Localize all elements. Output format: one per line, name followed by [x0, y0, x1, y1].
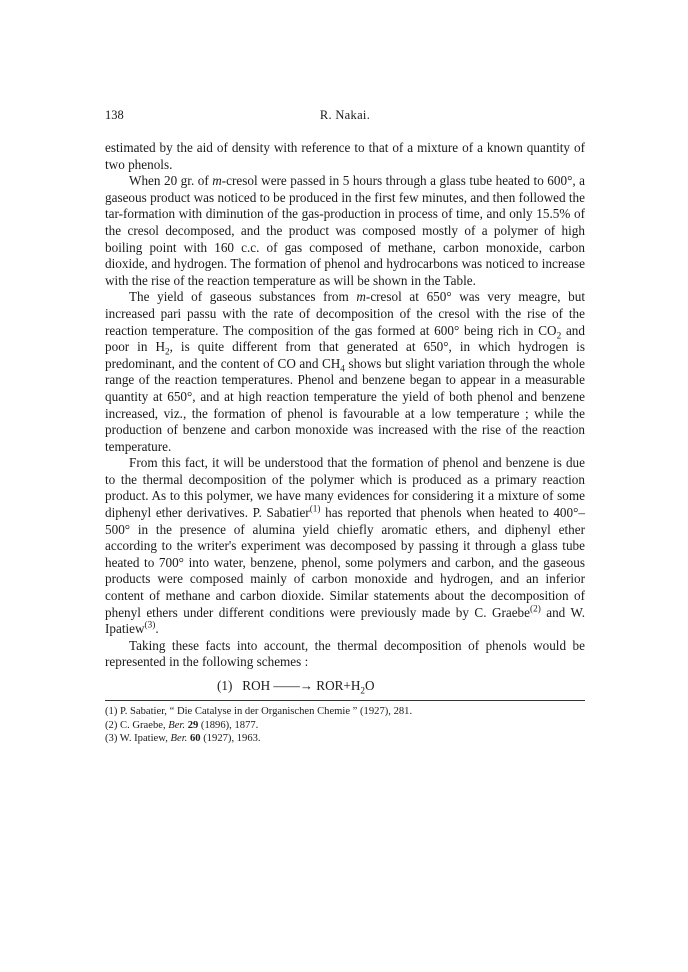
text-segment: (1927), 1963.	[200, 733, 261, 745]
text-segment: (3)	[144, 619, 156, 630]
text-segment: m	[212, 173, 222, 189]
footnote	[105, 705, 585, 719]
paragraph	[105, 455, 585, 638]
text-segment: When 20 gr. of	[129, 173, 213, 189]
text-segment: From this fact, it will be understood that the formation of phenol and benzene is due to the thermal decomposition of the polymer which is produced as a primary reaction product. As to this polymer, we have many evidences for considering it a mixture of some diphenyl ether derivatives. P. Sabatier	[105, 455, 585, 521]
text-segment: -cresol were passed in 5 hours through a glass tube heated to 600°, a gaseous product was noticed to be produced in the first few minutes, and then followed the tar-formation with diminution of the gas-production in process of time, and only 15.5% of the cresol decomposed, and the product was composed mostly of a polymer of high boiling point with 160 c.c. of gas composed of methane, carbon monoxide, carbon dioxide, and hydrogen. The formation of phenol and hydrocarbons was noticed to increase with the rise of the reaction temperature as will be shown in the Table.	[105, 173, 585, 288]
footnote-divider	[105, 700, 585, 701]
text-segment: , is quite different from that generated at 650°, in which hydrogen is predominant, and the content of CO and CH	[105, 339, 585, 371]
paragraph	[105, 173, 585, 289]
text-segment: 2	[164, 346, 170, 357]
page	[105, 108, 585, 746]
page-header	[105, 108, 585, 130]
text-segment: (2)	[530, 603, 541, 614]
text-segment: estimated by the aid of density with reference to that of a mixture of a known quantity of two phenols.	[105, 140, 585, 172]
text-segment: (1)	[309, 503, 321, 514]
equation-lhs: ROH	[242, 678, 271, 693]
text-segment: The yield of gaseous substances from	[129, 289, 357, 305]
page-number: 138	[105, 108, 124, 122]
text-segment: (1896), 1877.	[198, 719, 259, 731]
text-segment: .	[155, 621, 159, 637]
text-segment: shows but slight variation through the whole range of the reaction temperatures. Phenol and benzene began to appear in a measurable quantity at 650°, and at high reaction temperature the yield of both phenol and benzene increased, viz., the formation of phenol is favourable at a low temperature ; while the production of benzene and carbon monoxide was increased with the rise of the reaction temperature.	[105, 355, 585, 454]
footnote	[105, 719, 585, 733]
text-segment: 2	[556, 330, 562, 341]
text-segment: 4	[340, 363, 345, 374]
text-segment: Ber.	[168, 719, 186, 731]
text-segment: (3) W. Ipatiew,	[105, 733, 171, 745]
text-segment: and poor in H	[105, 322, 585, 355]
text-segment: (1) P. Sabatier, “ Die Catalyse in der Organischen Chemie ” (1927), 281.	[105, 706, 413, 717]
footnote	[105, 732, 585, 746]
text-segment: m	[356, 289, 366, 305]
footnotes	[105, 705, 585, 746]
running-head: R. Nakai.	[319, 108, 371, 122]
text-segment: and W. Ipatiew	[105, 604, 585, 637]
text-segment: Taking these facts into account, the thermal decomposition of phenols would be represented in the following schemes :	[105, 637, 585, 670]
equation-1	[105, 677, 585, 694]
equation-rhs: $ROR+H_2O$	[316, 678, 375, 696]
paragraph	[105, 638, 585, 671]
equation-number: (1)	[217, 678, 233, 693]
text-segment: 60	[189, 733, 201, 745]
text-segment: (2) C. Graebe,	[105, 719, 169, 731]
text-segment: has reported that phenols when heated to 400°–500° in the presence of alumina yield chiefly aromatic ethers, and diphenyl ether according to the writer's experiment was decomposed by passing it through a glass tube heated to 700° into water, benzene, phenol, some polymers and carbon, and the gaseous products were composed mainly of carbon monoxide and hydrogen, and an inferior content of methane and carbon dioxide. Similar statements about the decomposition of phenyl ethers under different conditions were previously made by C. Graebe	[105, 505, 585, 620]
text-segment: -cresol at 650° was very meagre, but increased pari passu with the rate of decomposition of the cresol with the rise of the reaction temperature. The composition of the gas formed at 600° being rich in CO	[105, 289, 585, 338]
equation-arrow: ——→	[273, 678, 313, 693]
paragraph	[105, 140, 585, 173]
text-segment: Ber.	[170, 733, 188, 745]
text-segment: 29	[187, 719, 199, 731]
body-text	[105, 140, 585, 671]
paragraph	[105, 289, 585, 455]
